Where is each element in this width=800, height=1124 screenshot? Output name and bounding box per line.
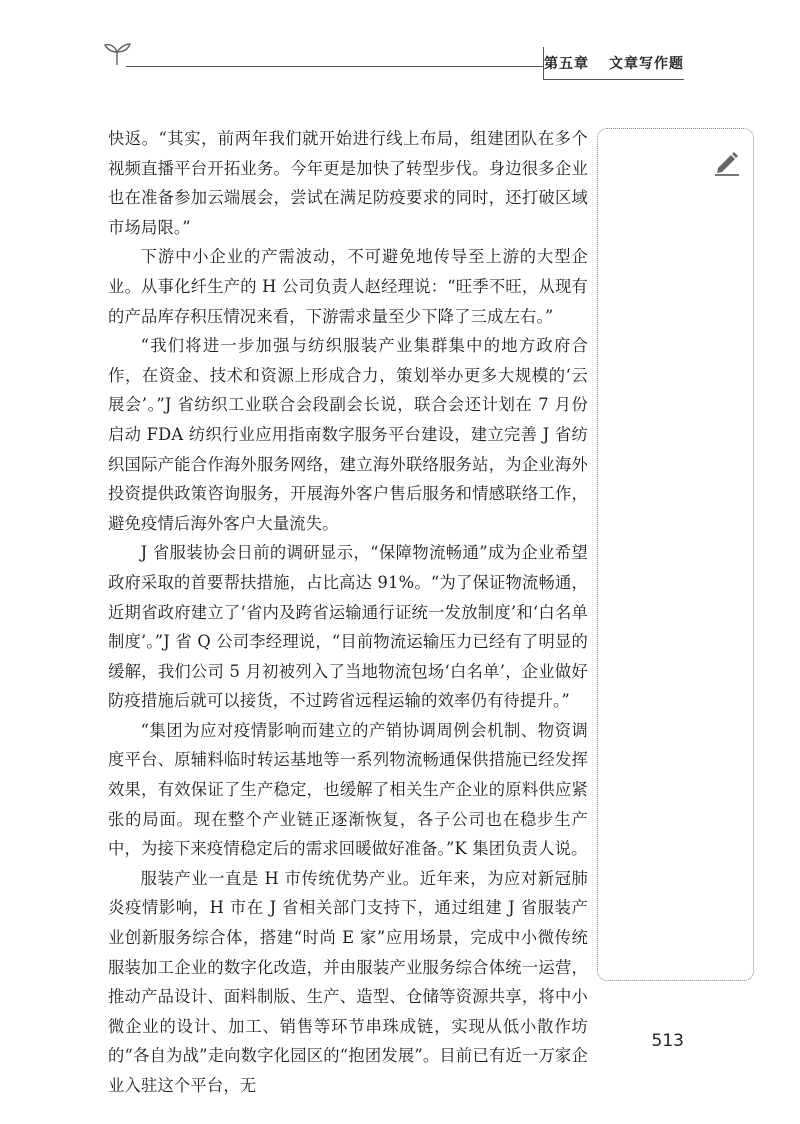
paragraph: “我们将进一步加强与纺织服装产业集群集中的地方政府合作，在资金、技术和资源上形成合力，策划举办更多大规模的‘云展会’。”J 省纺织工业联合会段副会长说，联合会还计划在 7 月份启动 FDA 纺织行业应用指南数字服务平台建设，建立完善 J 省纺织国际产能合作海外服务网络，建立海外联络服务站，为企业海外投资提供政策咨询服务，开展海外客户售后服务和情感联络工作，避免疫情后海外客户大量流失。 [108,336,588,533]
body-text [108,124,588,1101]
page-number: 513 [651,1031,684,1051]
paragraph: 下游中小企业的产需波动，不可避免地传导至上游的大型企业。从事化纤生产的 H 公司负责人赵经理说：“旺季不旺，从现有的产品库存积压情况来看，下游需求量至少下降了三成左右。” [108,247,588,326]
paragraph: “集团为应对疫情影响而建立的产销协调周例会机制、物资调度平台、原辅料临时转运基地等一系列物流畅通保供措施已经发挥效果，有效保证了生产稳定，也缓解了相关生产企业的原料供应紧张的局面。现在整个产业链正逐渐恢复，各子公司也在稳步生产中，为接下来疫情稳定后的需求回暖做好准备。”K 集团负责人说。 [108,720,588,859]
chapter-label: 第五章 [544,56,589,72]
section-title: 文章写作题 [609,56,684,72]
paragraph: 快返。“其实，前两年我们就开始进行线上布局，组建团队在多个视频直播平台开拓业务。今年更是加快了转型步伐。身边很多企业也在准备参加云端展会，尝试在满足防疫要求的同时，还打破区域市场局限。” [108,129,588,237]
paragraph: J 省服装协会日前的调研显示，“保障物流畅通”成为企业希望政府采取的首要帮扶措施，占比高达 91%。“为了保证物流畅通，近期省政府建立了‘省内及跨省运输通行证统一发放制度’和‘白名单制度’。”J 省 Q 公司李经理说，“目前物流运输压力已经有了明显的缓解，我们公司 5 月初被列入了当地物流包场‘白名单’，企业做好防疫措施后就可以接货，不过跨省远程运输的效率仍有待提升。” [108,543,588,711]
running-header [543,47,684,80]
paragraph: 服装产业一直是 H 市传统优势产业。近年来，为应对新冠肺炎疫情影响，H 市在 J 省相关部门支持下，通过组建 J 省服装产业创新服务综合体，搭建“时尚 E 家”应用场景，完成中小微传统服装加工企业的数字化改造，并由服装产业服务综合体统一运营，推动产品设计、面料制版、生产、造型、仓储等资源共享，将中小微企业的设计、加工、销售等环节串珠成链，实现从低小散作坊的“各自为战”走向数字化园区的“抱团发展”。目前已有近一万家企业入驻这个平台，无 [108,868,588,1095]
sprout-icon [100,40,134,66]
header-rule [126,66,543,67]
pencil-icon [712,147,742,177]
notes-margin [597,128,754,981]
